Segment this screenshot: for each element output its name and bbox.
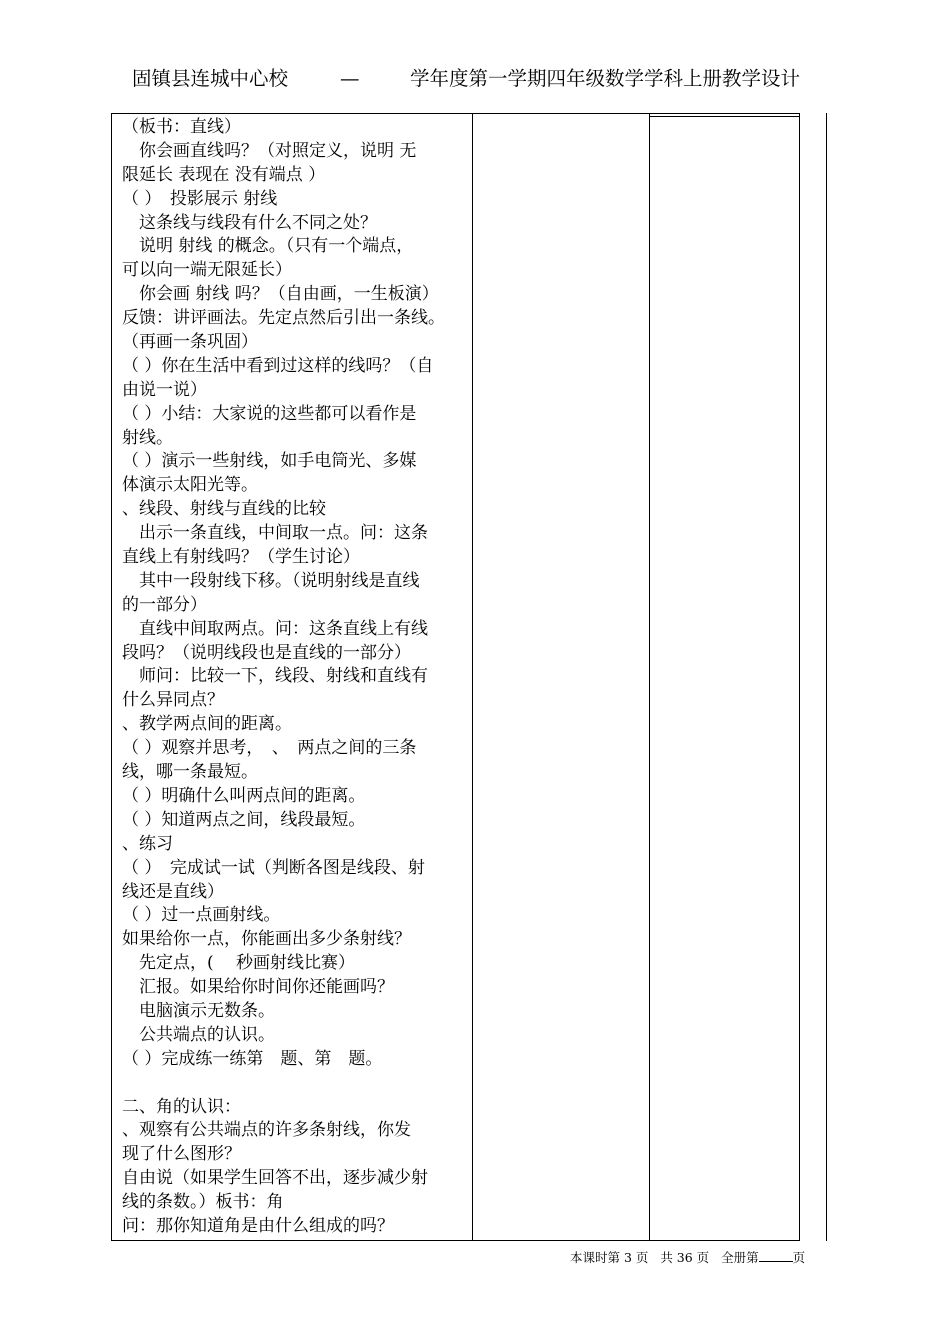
content-line: 二、角的认识： <box>122 1096 241 1117</box>
column-line-2 <box>472 113 473 1241</box>
content-line: 什么异同点？ <box>122 690 224 711</box>
content-line: 这条线与线段有什么不同之处？ <box>122 212 377 233</box>
content-line: 直线上有射线吗？（学生讨论） <box>122 547 360 568</box>
content-line: 反馈：讲评画法。先定点然后引出一条线。 <box>122 308 445 329</box>
total-pages: 共 36 页 <box>660 1250 710 1265</box>
content-line: 先定点，( 秒画射线比赛） <box>122 953 356 974</box>
content-line <box>122 1072 467 1096</box>
content-line: 师问：比较一下，线段、射线和直线有 <box>122 666 428 687</box>
content-line: 、观察有公共端点的许多条射线，你发 <box>122 1120 411 1141</box>
content-line: 的一部分） <box>122 594 207 615</box>
content-line: （ ）小结：大家说的这些都可以看作是 <box>122 403 417 424</box>
content-line: 出示一条直线，中间取一点。问：这条 <box>122 523 428 544</box>
content-line: （ ）演示一些射线，如手电筒光、多媒 <box>122 451 417 472</box>
content-line: 、线段、射线与直线的比较 <box>122 499 326 520</box>
table-top-border-right <box>650 116 800 117</box>
content-line: （ ） 完成试一试（判断各图是线段、射 <box>122 857 425 878</box>
content-line: 、练习 <box>122 833 173 854</box>
school-name: 固镇县连城中心校 <box>132 67 289 90</box>
content-line: 线，哪一条最短。 <box>122 762 258 783</box>
content-line: 电脑演示无数条。 <box>122 1000 275 1021</box>
content-line: （再画一条巩固） <box>122 332 258 353</box>
content-line: 射线。 <box>122 427 173 448</box>
table-bottom-border <box>111 1240 799 1241</box>
lesson-page-number: 本课时第 3 页 <box>570 1250 649 1265</box>
content-line: 公共端点的认识。 <box>122 1024 275 1045</box>
column-line-4 <box>799 113 800 1241</box>
content-line: 可以向一端无限延长） <box>122 260 292 281</box>
page-footer <box>570 1250 830 1266</box>
content-line: 问：那你知道角是由什么组成的吗？ <box>122 1215 394 1236</box>
content-line: 、教学两点间的距离。 <box>122 714 292 735</box>
content-line: （ ）明确什么叫两点间的距离。 <box>122 785 366 806</box>
content-line: （ ）完成练一练第 题、第 题。 <box>122 1048 383 1069</box>
book-page-suffix: 页 <box>792 1250 806 1265</box>
document-title: 学年度第一学期四年级数学学科上册教学设计 <box>410 67 801 90</box>
lesson-content <box>122 116 467 1239</box>
content-line: 其中一段射线下移。（说明射线是直线 <box>122 570 420 591</box>
content-line: 由说一说） <box>122 379 207 400</box>
column-line-right <box>826 113 827 1241</box>
column-line-3 <box>649 113 650 1241</box>
content-line: 你会画 射线 吗？（自由画，一生板演） <box>122 284 439 305</box>
content-line: （板书：直线） <box>122 117 241 137</box>
content-line: （ ）知道两点之间，线段最短。 <box>122 809 366 830</box>
page-header <box>110 66 830 92</box>
content-line: 线还是直线） <box>122 881 224 902</box>
book-page-blank <box>759 1251 793 1262</box>
column-line-left <box>111 113 112 1241</box>
content-line: （ ）观察并思考， 、 两点之间的三条 <box>122 738 417 759</box>
content-line: 限延长 表现在 没有端点 ） <box>122 164 326 185</box>
content-line: 自由说（如果学生回答不出，逐步减少射 <box>122 1168 428 1189</box>
content-line: 体演示太阳光等。 <box>122 475 258 496</box>
content-line: 如果给你一点，你能画出多少条射线？ <box>122 929 411 950</box>
content-line: （ ） 投影展示 射线 <box>122 188 278 209</box>
content-line: 现了什么图形？ <box>122 1144 241 1165</box>
book-page-prefix: 全册第 <box>721 1250 759 1265</box>
table-top-border <box>111 113 799 114</box>
content-line: （ ）过一点画射线。 <box>122 905 281 926</box>
content-line: 段吗？（说明线段也是直线的一部分） <box>122 642 411 663</box>
content-line: 你会画直线吗？（对照定义，说明 无 <box>122 140 417 161</box>
content-line: 汇报。如果给你时间你还能画吗？ <box>122 977 394 998</box>
header-dash: — <box>340 67 360 90</box>
content-line: 直线中间取两点。问：这条直线上有线 <box>122 618 428 639</box>
content-line: 说明 射线 的概念。（只有一个端点， <box>122 236 414 257</box>
content-line: 线的条数。）板书：角 <box>122 1192 284 1213</box>
content-line: （ ）你在生活中看到过这样的线吗？（自 <box>122 355 434 376</box>
